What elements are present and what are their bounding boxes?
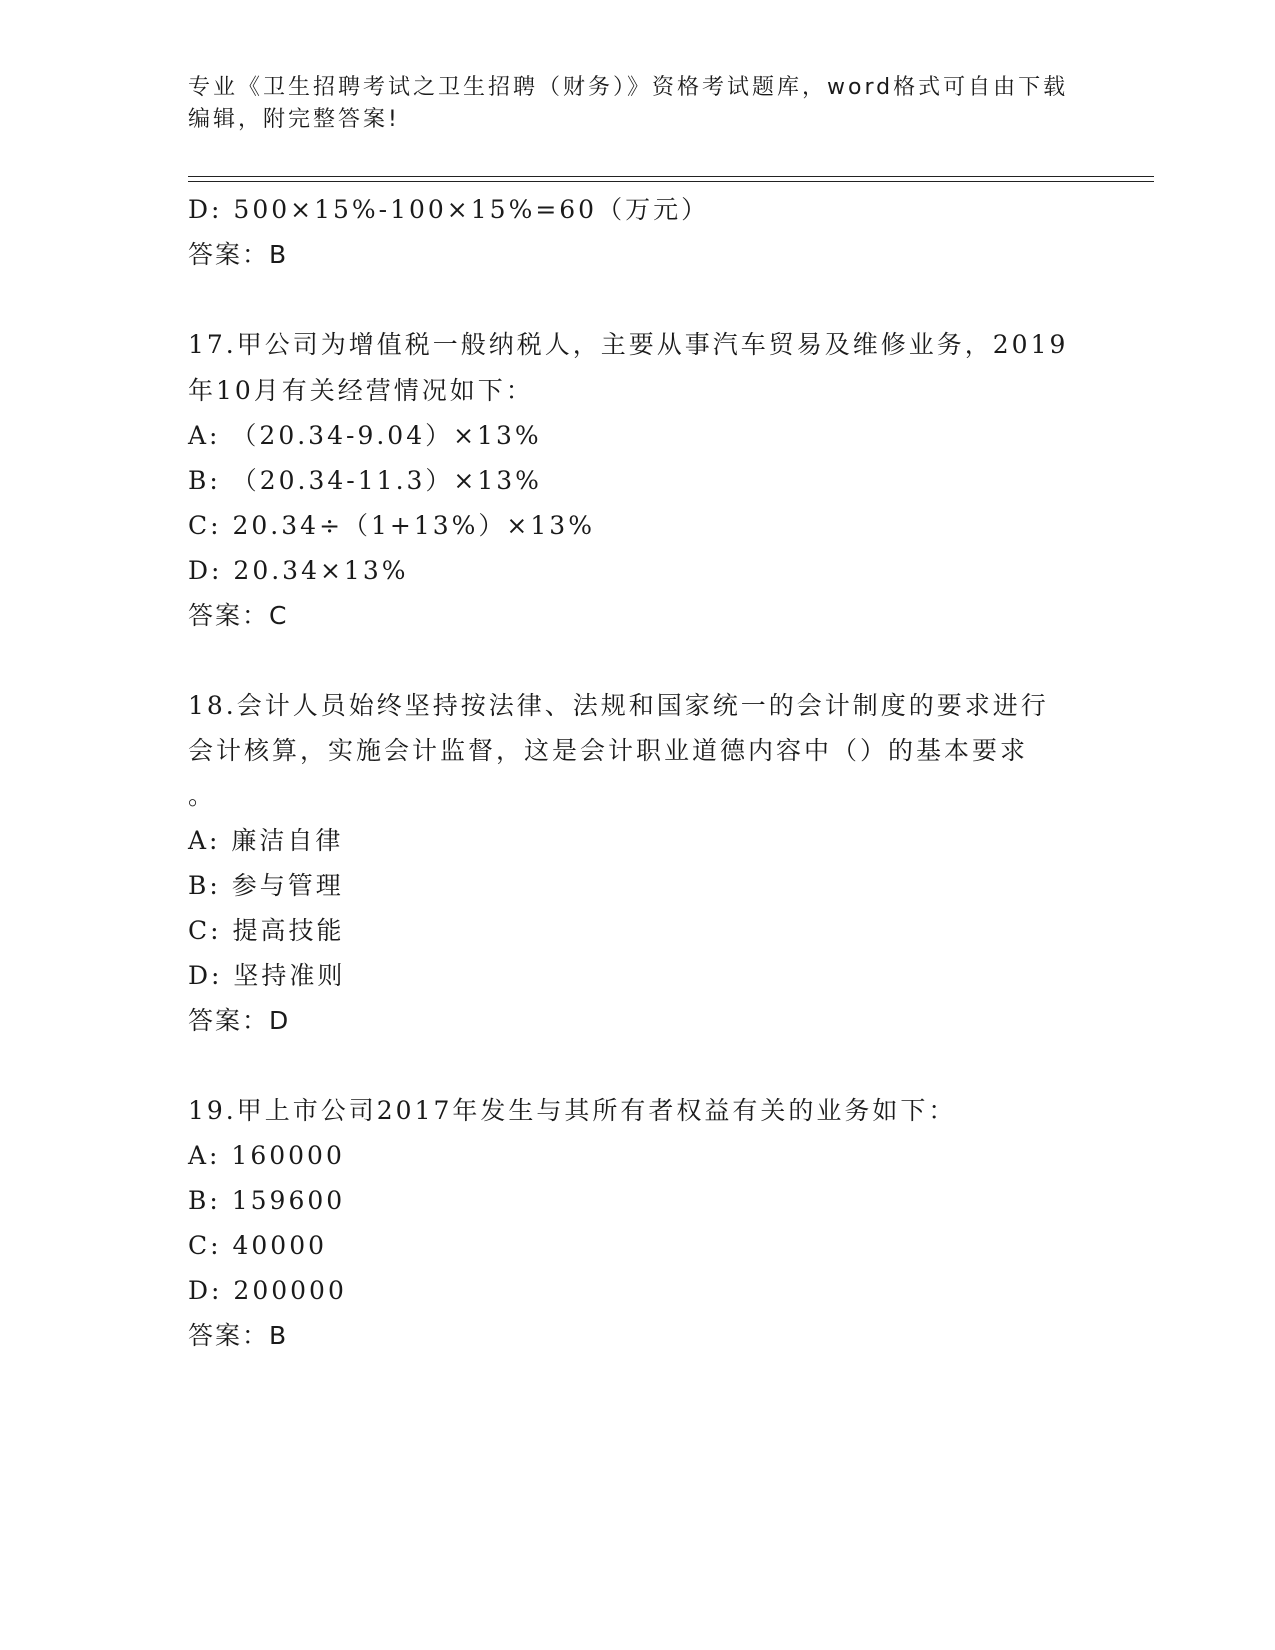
q17-option-d: D: 20.34×13%: [188, 556, 409, 585]
q19-stem-line-1: 19.甲上市公司2017年发生与其所有者权益有关的业务如下：: [188, 1096, 957, 1125]
header-line-2: 编辑，附完整答案!: [188, 107, 400, 132]
q18-stem-line-1: 18.会计人员始终坚持按法律、法规和国家统一的会计制度的要求进行: [188, 691, 1049, 720]
q16-answer: 答案：B: [188, 240, 289, 269]
header-line-1: 专业《卫生招聘考试之卫生招聘（财务）》资格考试题库，word格式可自由下载: [188, 75, 1069, 100]
q18-option-d: D: 坚持准则: [188, 961, 346, 990]
q19-answer: 答案：B: [188, 1321, 289, 1350]
q17-stem-line-2: 年10月有关经营情况如下：: [188, 376, 534, 405]
q17-answer: 答案：C: [188, 601, 289, 630]
q17-stem-line-1: 17.甲公司为增值税一般纳税人，主要从事汽车贸易及维修业务，2019: [188, 330, 1069, 359]
q16-option-d: D: 500×15%-100×15%=60（万元）: [188, 195, 710, 224]
q18-option-b: B: 参与管理: [188, 871, 344, 900]
q17-option-a: A: （20.34-9.04）×13%: [188, 421, 542, 450]
q17-option-b: B: （20.34-11.3）×13%: [188, 466, 542, 495]
q19-option-b: B: 159600: [188, 1186, 346, 1215]
q18-answer: 答案：D: [188, 1006, 291, 1035]
q18-option-c: C: 提高技能: [188, 916, 345, 945]
q18-stem-line-3: 。: [188, 781, 217, 810]
q19-option-a: A: 160000: [188, 1141, 345, 1170]
q19-option-d: D: 200000: [188, 1276, 347, 1305]
header-rule-top: [188, 176, 1154, 177]
q17-option-c: C: 20.34÷（1+13%）×13%: [188, 511, 595, 540]
document-header: [188, 72, 1088, 136]
header-rule-bottom: [188, 181, 1154, 182]
q18-option-a: A: 廉洁自律: [188, 826, 344, 855]
q19-option-c: C: 40000: [188, 1231, 328, 1260]
q18-stem-line-2: 会计核算，实施会计监督，这是会计职业道德内容中（）的基本要求: [188, 736, 1029, 765]
